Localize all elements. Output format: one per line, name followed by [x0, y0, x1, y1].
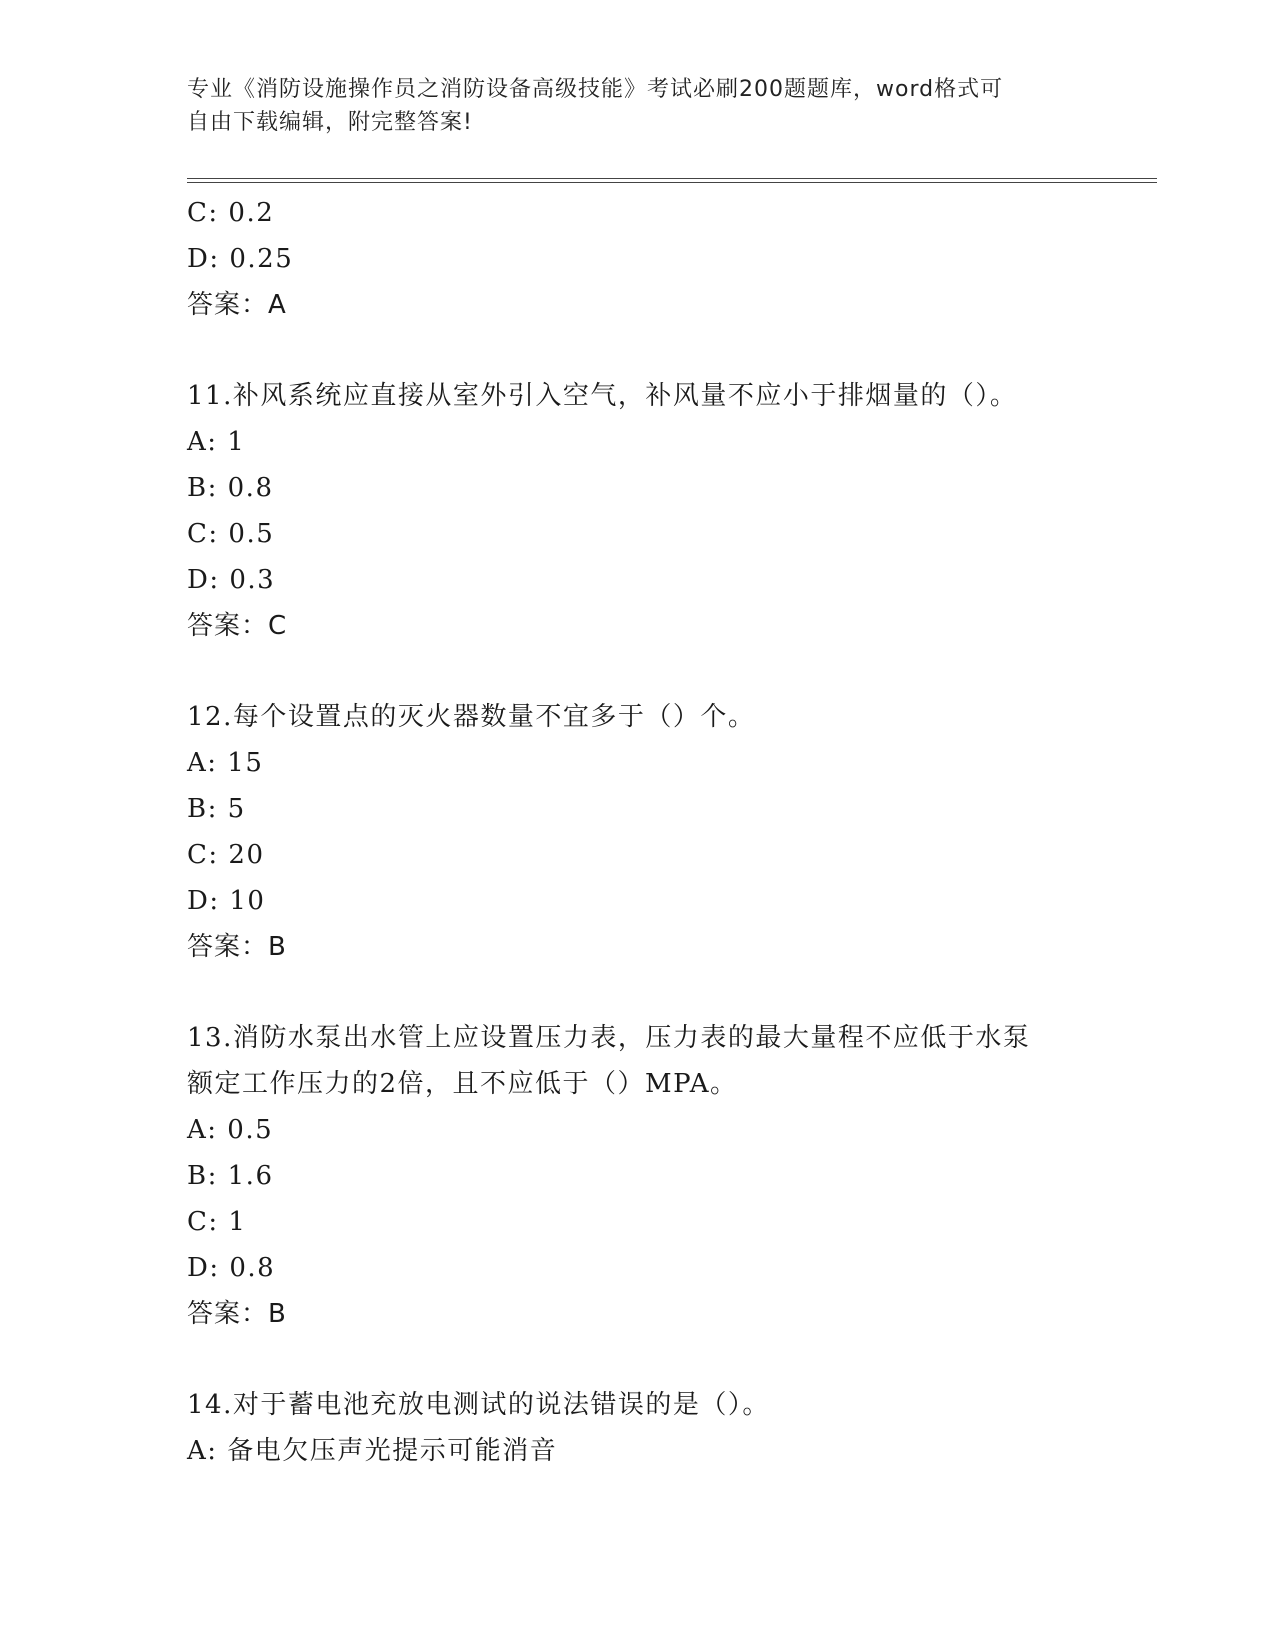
- question-13-line-1: 13.消防水泵出水管上应设置压力表，压力表的最大量程不应低于水泵: [187, 1023, 1031, 1053]
- option-c: C: 0.5: [187, 519, 275, 549]
- option-d: D: 0.25: [187, 244, 294, 274]
- option-c: C: 1: [187, 1207, 247, 1237]
- document-header: [187, 73, 1087, 139]
- document-body: [187, 190, 1157, 1474]
- answer-line: 答案：B: [187, 1299, 287, 1329]
- option-a: A: 备电欠压声光提示可能消音: [187, 1436, 558, 1466]
- option-b: B: 1.6: [187, 1161, 274, 1191]
- answer-line: 答案：B: [187, 932, 287, 962]
- spacer: [187, 970, 1157, 1015]
- header-divider-bottom: [187, 182, 1157, 183]
- option-b: B: 5: [187, 794, 246, 824]
- option-b: B: 0.8: [187, 473, 274, 503]
- question-11: 11.补风系统应直接从室外引入空气，补风量不应小于排烟量的（）。: [187, 381, 1018, 411]
- question-14: 14.对于蓄电池充放电测试的说法错误的是（）。: [187, 1390, 770, 1420]
- answer-line: 答案：C: [187, 611, 288, 641]
- question-12: 12.每个设置点的灭火器数量不宜多于（）个。: [187, 702, 756, 732]
- header-divider-top: [187, 178, 1157, 179]
- option-a: A: 15: [187, 748, 264, 778]
- question-13-line-2: 额定工作压力的2倍，且不应低于（）MPA。: [187, 1069, 738, 1099]
- spacer: [187, 328, 1157, 373]
- option-c: C: 0.2: [187, 198, 275, 228]
- option-d: D: 0.3: [187, 565, 276, 595]
- option-c: C: 20: [187, 840, 265, 870]
- option-a: A: 0.5: [187, 1115, 274, 1145]
- header-line-1: 专业《消防设施操作员之消防设备高级技能》考试必刷200题题库，word格式可: [187, 77, 1004, 102]
- spacer: [187, 649, 1157, 694]
- option-d: D: 0.8: [187, 1253, 276, 1283]
- header-line-2: 自由下载编辑，附完整答案!: [187, 110, 473, 135]
- spacer: [187, 1337, 1157, 1382]
- answer-line: 答案：A: [187, 290, 287, 320]
- option-a: A: 1: [187, 427, 246, 457]
- option-d: D: 10: [187, 886, 266, 916]
